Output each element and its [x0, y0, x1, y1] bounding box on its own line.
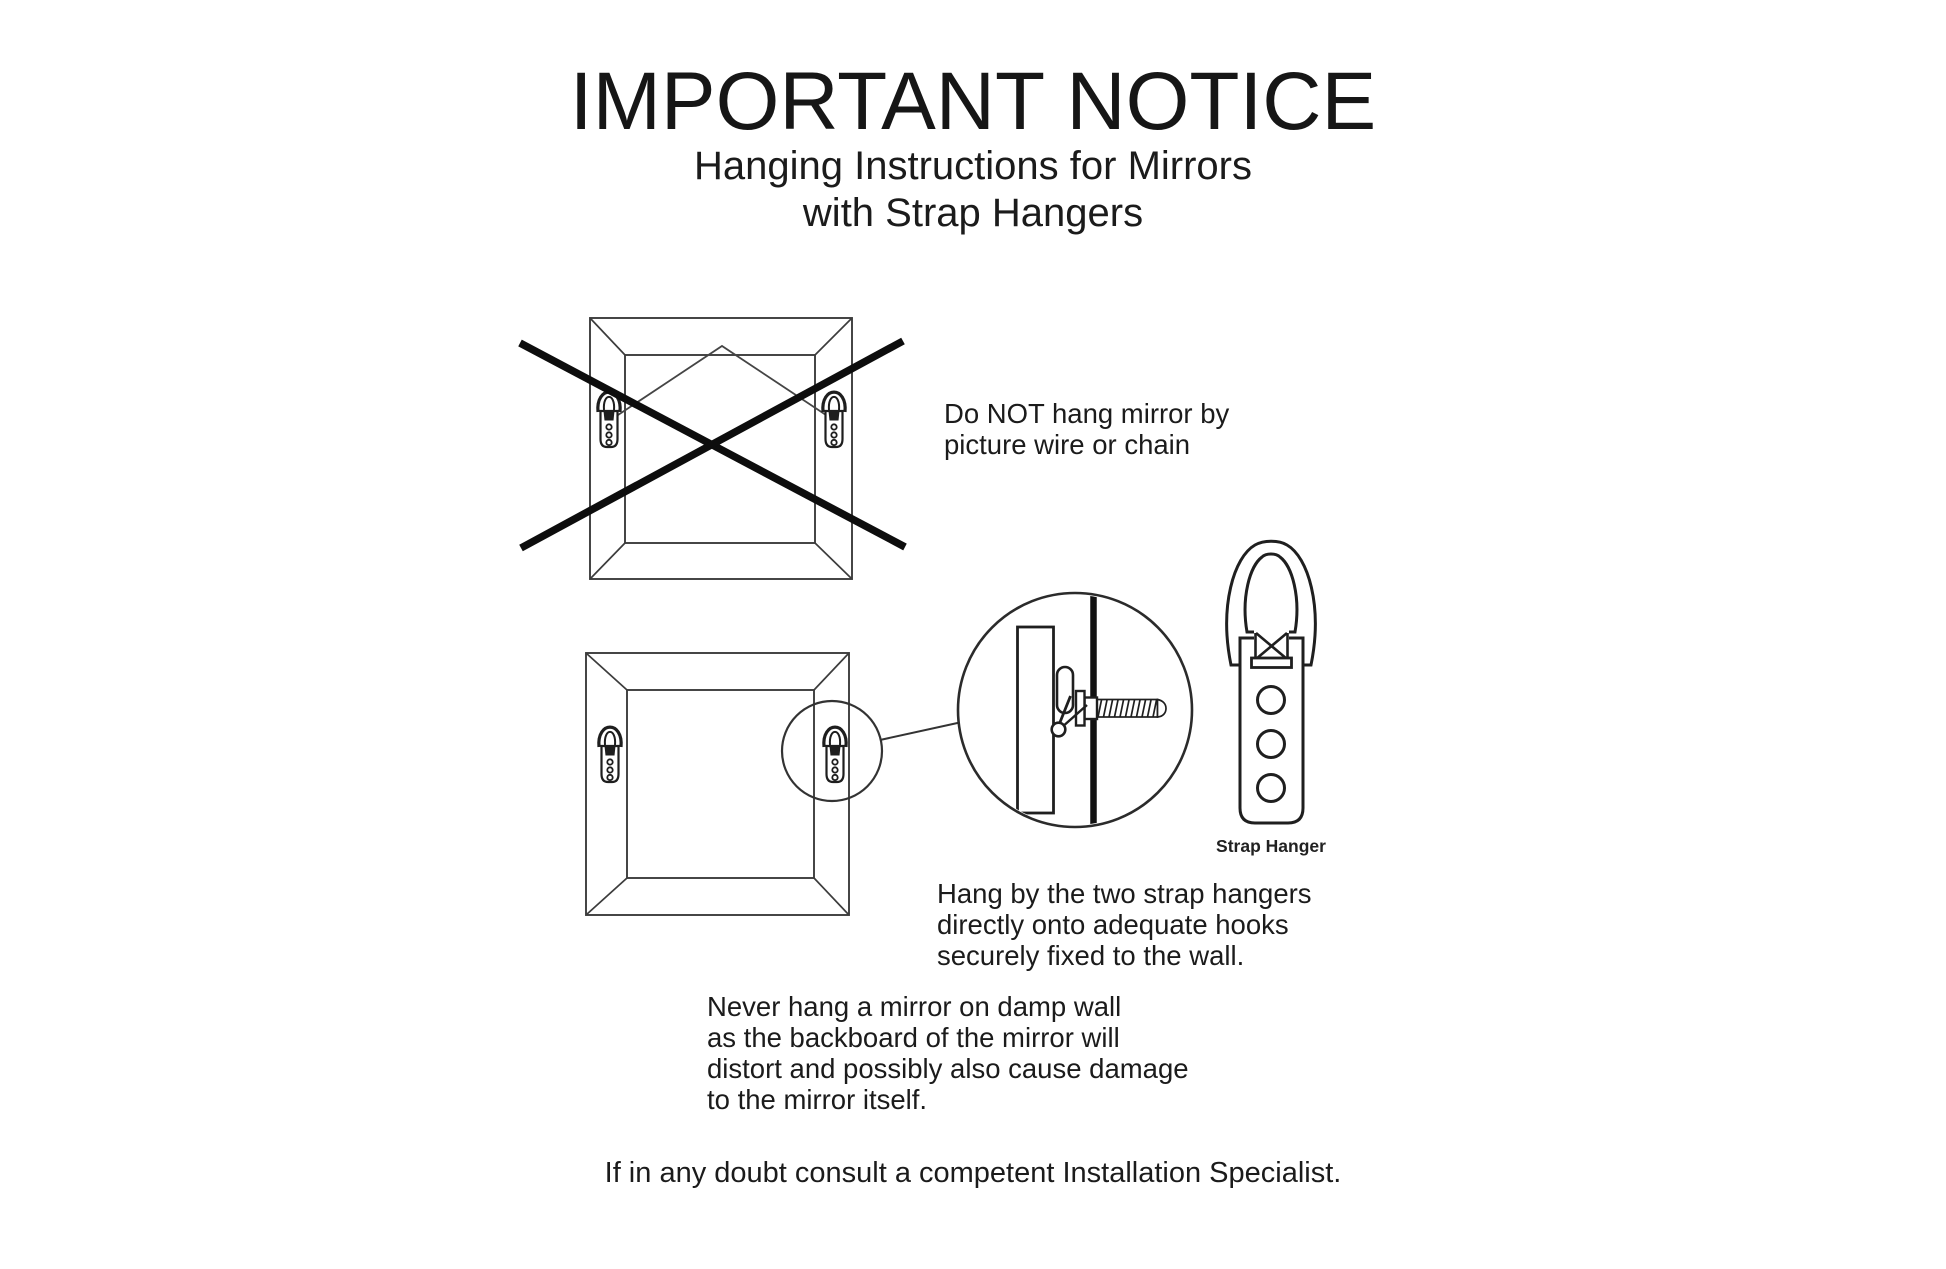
note-line: picture wire or chain [944, 429, 1191, 460]
note-line: distort and possibly also cause damage [707, 1053, 1189, 1084]
strap-hanger-illustration [1227, 541, 1316, 823]
frame-edge [1018, 627, 1054, 813]
note-line: securely fixed to the wall. [937, 940, 1245, 971]
subtitle-line: Hanging Instructions for Mirrors [694, 144, 1252, 188]
mirror-frame-back [586, 653, 849, 915]
hanger-hole [1258, 775, 1285, 802]
hanger-hole [1258, 731, 1285, 758]
hanger-clamp [1252, 630, 1292, 668]
crossed-mirror-figure [520, 318, 905, 579]
do-not-hang-note [944, 398, 1229, 460]
note-line: Never hang a mirror on damp wall [707, 991, 1122, 1022]
note-line: as the backboard of the mirror will [707, 1022, 1120, 1053]
note-line: Hang by the two strap hangers [937, 878, 1312, 909]
zoom-connector-line [880, 722, 962, 740]
note-line: directly onto adequate hooks [937, 909, 1289, 940]
hang-by-strap-hangers-note [937, 878, 1312, 971]
subtitle-line: with Strap Hangers [802, 191, 1144, 235]
footer-advice: If in any doubt consult a competent Installation Specialist. [604, 1157, 1342, 1189]
wall-fixing-detail [958, 592, 1192, 828]
hanger-hole [1258, 687, 1285, 714]
strap-hanger-label: Strap Hanger [1216, 836, 1326, 856]
note-line: Do NOT hang mirror by [944, 398, 1230, 429]
page-subtitle [0, 143, 1946, 237]
note-line: to the mirror itself. [707, 1084, 928, 1115]
page-title: IMPORTANT NOTICE [569, 56, 1377, 147]
never-hang-damp-wall-note [707, 991, 1189, 1115]
mirror-with-hangers-figure [586, 653, 882, 915]
